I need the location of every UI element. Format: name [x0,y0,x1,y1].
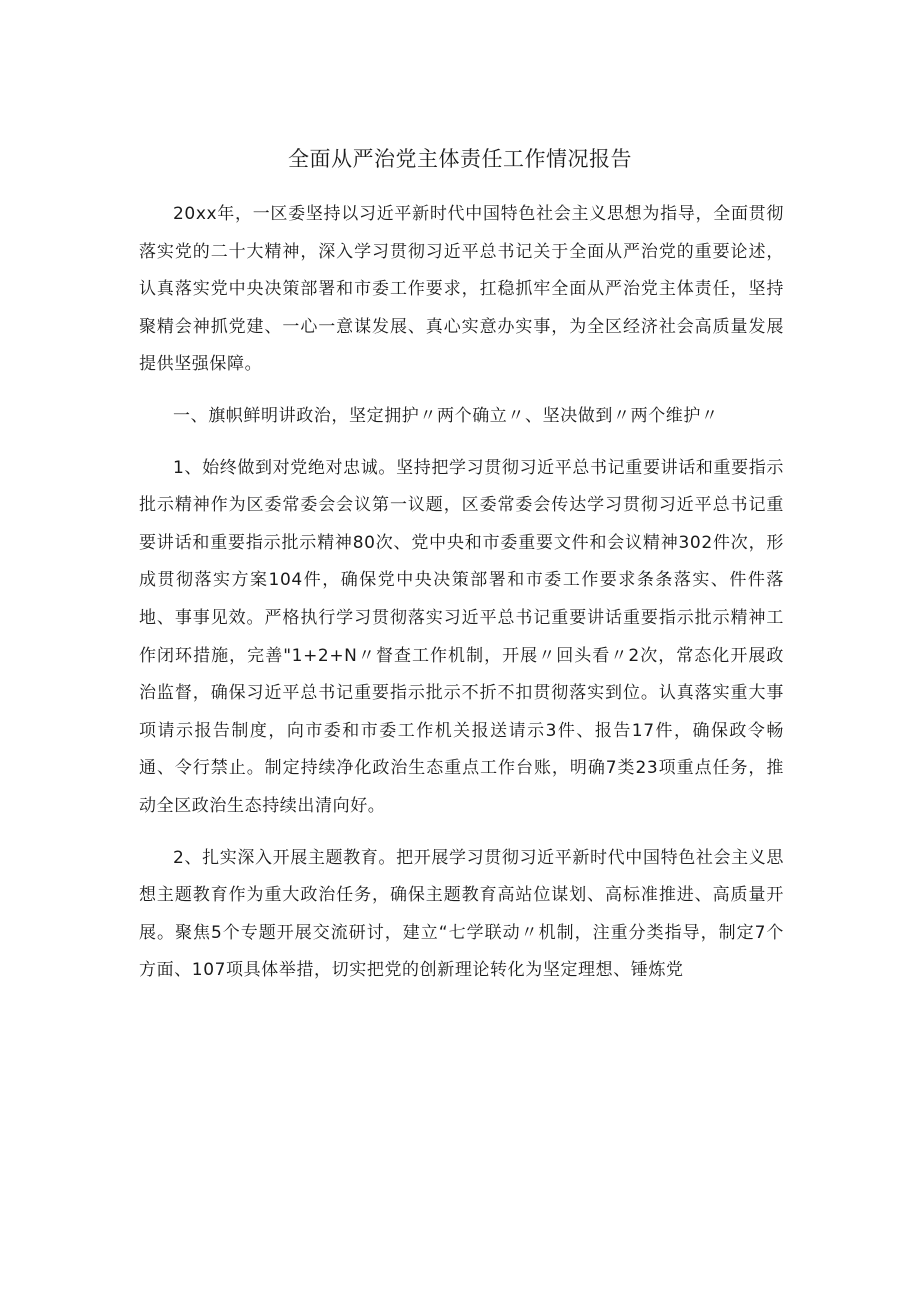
section-heading-1: 一、旗帜鲜明讲政治，坚定拥护〃两个确立〃、坚决做到〃两个维护〃 [173,405,719,426]
intro-paragraph: 20xx年，一区委坚持以习近平新时代中国特色社会主义思想为指导，全面贯彻落实党的二十大精神，深入学习贯彻习近平总书记关于全面从严治党的重要论述，认真落实党中央决策部署和市委工作要求，扛稳抓牢全面从严治党主体责任，坚持聚精会神抓党建、一心一意谋发展、真心实意办实事，为全区经济社会高质量发展提供坚强保障。 [139,204,784,375]
paragraph-item-2: 2、扎实深入开展主题教育。把开展学习贯彻习近平新时代中国特色社会主义思想主题教育作为重大政治任务，确保主题教育高站位谋划、高标准推进、高质量开展。聚焦5个专题开展交流研讨，建立“七学联动〃机制，注重分类指导，制定7个方面、107项具体举措，切实把党的创新理论转化为坚定理想、锤炼党 [139,847,784,981]
document-body [139,196,784,990]
paragraph-item-1: 1、始终做到对党绝对忠诚。坚持把学习贯彻习近平总书记重要讲话和重要指示批示精神作为区委常委会会议第一议题，区委常委会传达学习贯彻习近平总书记重要讲话和重要指示批示精神80次、党中央和市委重要文件和会议精神302件次，形成贯彻落实方案104件，确保党中央决策部署和市委工作要求条条落实、件件落地、事事见效。严格执行学习贯彻落实习近平总书记重要讲话重要指示批示精神工作闭环措施，完善"1+2+N〃督查工作机制，开展〃回头看〃2次，常态化开展政治监督，确保习近平总书记重要指示批示不折不扣贯彻落实到位。认真落实重大事项请示报告制度，向市委和市委工作机关报送请示3件、报告17件，确保政令畅通、令行禁止。制定持续净化政治生态重点工作台账，明确7类23项重点任务，推动全区政治生态持续出清向好。 [139,457,784,816]
document-title: 全面从严治党主体责任工作情况报告 [288,147,632,171]
